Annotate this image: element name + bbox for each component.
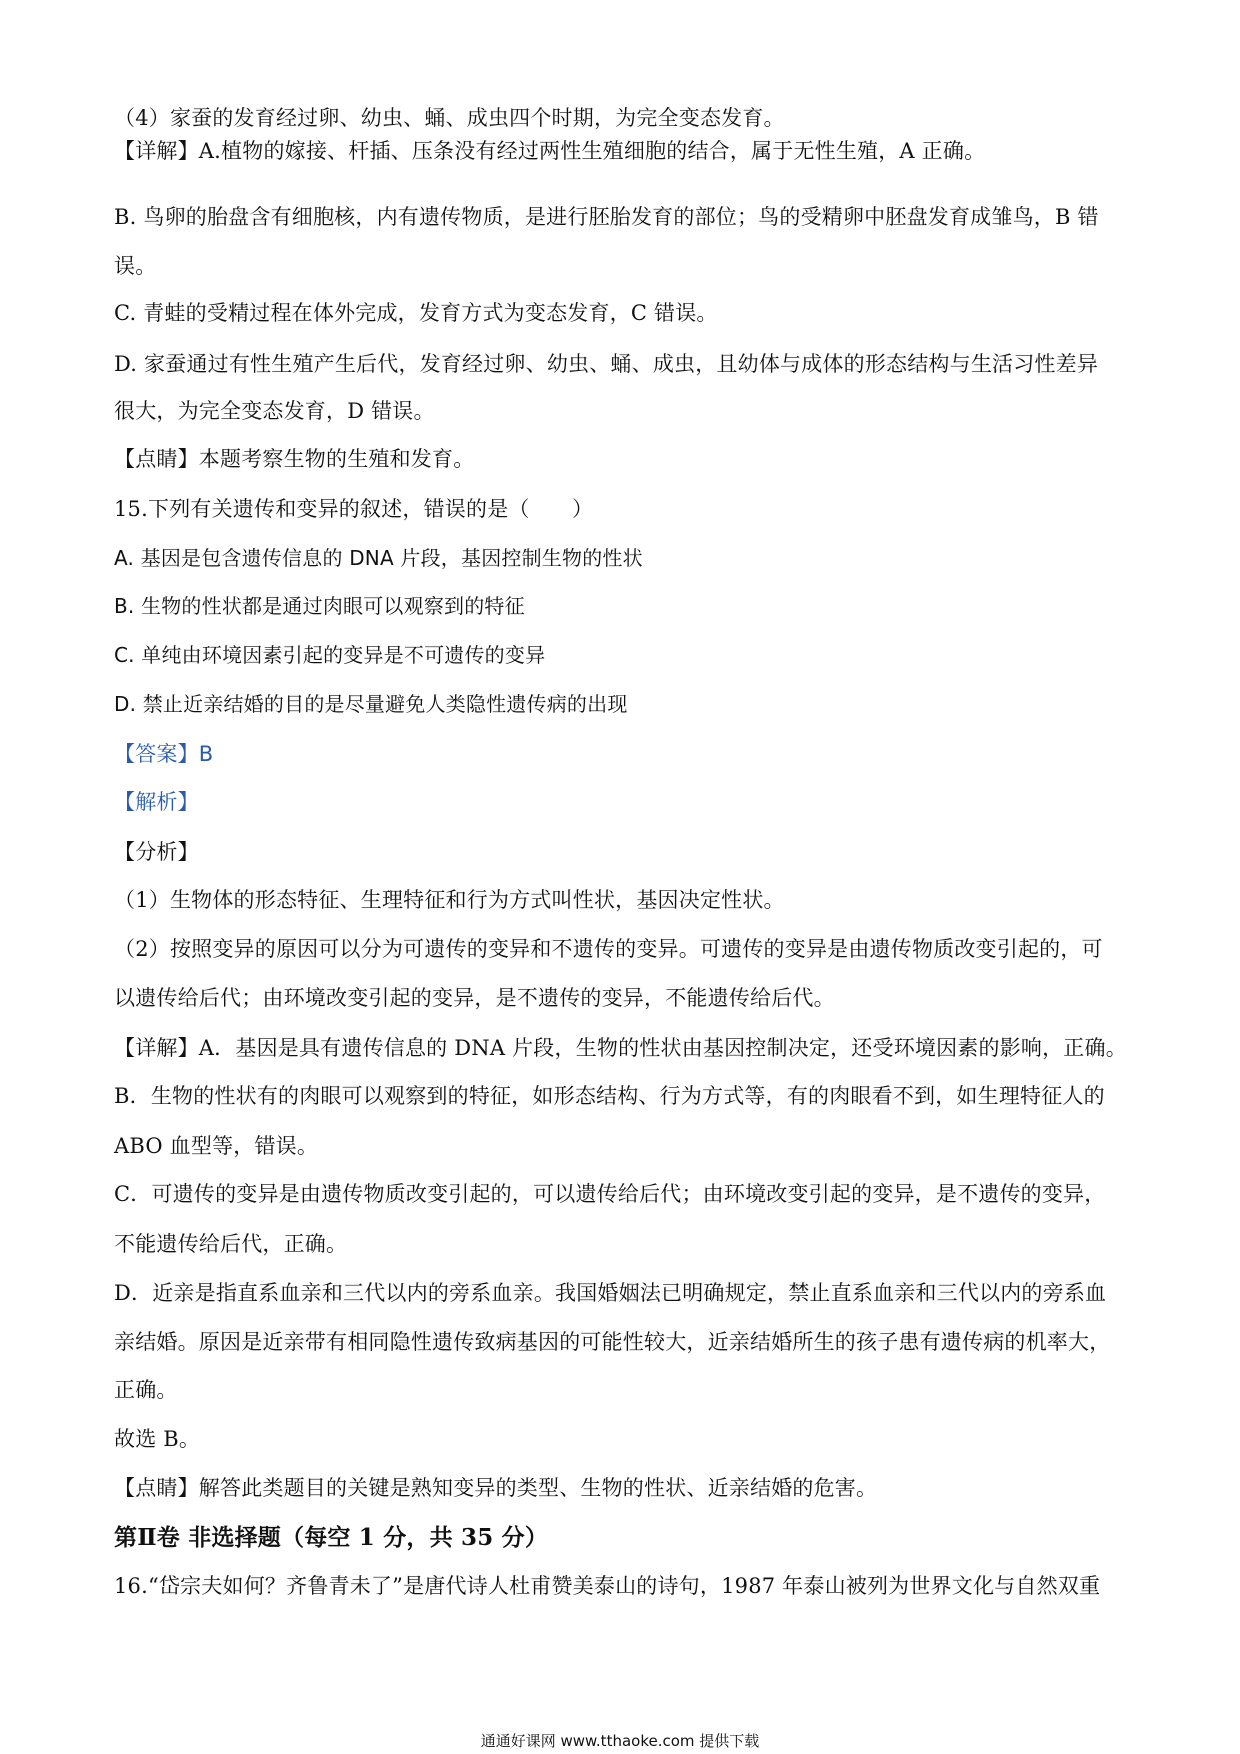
text-line: 【点睛】解答此类题目的关键是熟知变异的类型、生物的性状、近亲结婚的危害。 (114, 1476, 878, 1500)
text-line: 以遗传给后代；由环境改变引起的变异，是不遗传的变异，不能遗传给后代。 (114, 986, 835, 1010)
text-line: D．近亲是指直系血亲和三代以内的旁系血亲。我国婚姻法已明确规定，禁止直系血亲和三代以内的旁系血 (114, 1281, 1107, 1305)
answer-label: 【答案】B (114, 742, 214, 766)
option-d: D. 禁止近亲结婚的目的是尽量避免人类隐性遗传病的出现 (114, 692, 628, 716)
text-line: C. 青蛙的受精过程在体外完成，发育方式为变态发育，C 错误。 (114, 301, 718, 325)
text-line: 【分析】 (114, 840, 199, 864)
text-line: B. 鸟卵的胎盘含有细胞核，内有遗传物质，是进行胚胎发育的部位；鸟的受精卵中胚盘发育成雏鸟，B 错 (114, 205, 1099, 229)
option-c: C. 单纯由环境因素引起的变异是不可遗传的变异 (114, 643, 546, 667)
option-b: B. 生物的性状都是通过肉眼可以观察到的特征 (114, 594, 525, 618)
text-line: ABO 血型等，错误。 (114, 1134, 319, 1158)
page-footer: 通通好课网 www.tthaoke.com 提供下载 (480, 1732, 760, 1750)
option-a: A. 基因是包含遗传信息的 DNA 片段，基因控制生物的性状 (114, 546, 643, 570)
text-line: 正确。 (114, 1378, 178, 1402)
section-heading: 第Ⅱ卷 非选择题（每空 1 分，共 35 分） (114, 1524, 549, 1551)
text-line: （4）家蚕的发育经过卵、幼虫、蛹、成虫四个时期，为完全变态发育。 (114, 106, 785, 130)
text-line: 误。 (114, 254, 157, 278)
text-line: 很大，为完全变态发育，D 错误。 (114, 399, 435, 423)
text-line: 【详解】A.植物的嫁接、杆插、压条没有经过两性生殖细胞的结合，属于无性生殖，A 正确。 (114, 139, 986, 163)
text-line: 【详解】A．基因是具有遗传信息的 DNA 片段，生物的性状由基因控制决定，还受环境因素的影响，正确。 (114, 1036, 1127, 1060)
text-line: B．生物的性状有的肉眼可以观察到的特征，如形态结构、行为方式等，有的肉眼看不到，如生理特征人的 (114, 1084, 1105, 1108)
text-line: 故选 B。 (114, 1427, 201, 1451)
question-title: 15.下列有关遗传和变异的叙述，错误的是（ ） (114, 497, 594, 521)
text-line: 不能遗传给后代，正确。 (114, 1232, 348, 1256)
text-line: 【点睛】本题考察生物的生殖和发育。 (114, 447, 475, 471)
text-line: C．可遗传的变异是由遗传物质改变引起的，可以遗传给后代；由环境改变引起的变异，是不遗传的变异， (114, 1182, 1106, 1206)
text-line: （1）生物体的形态特征、生理特征和行为方式叫性状，基因决定性状。 (114, 888, 785, 912)
analysis-label: 【解析】 (114, 790, 199, 814)
text-line: 亲结婚。原因是近亲带有相同隐性遗传致病基因的可能性较大，近亲结婚所生的孩子患有遗传病的机率大， (114, 1330, 1111, 1354)
text-line: （2）按照变异的原因可以分为可遗传的变异和不遗传的变异。可遗传的变异是由遗传物质改变引起的，可 (114, 937, 1103, 961)
text-line: 16.“岱宗夫如何？齐鲁青未了”是唐代诗人杜甫赞美泰山的诗句，1987 年泰山被列为世界文化与自然双重 (114, 1574, 1101, 1598)
text-line: D. 家蚕通过有性生殖产生后代，发育经过卵、幼虫、蛹、成虫，且幼体与成体的形态结构与生活习性差异 (114, 352, 1099, 376)
